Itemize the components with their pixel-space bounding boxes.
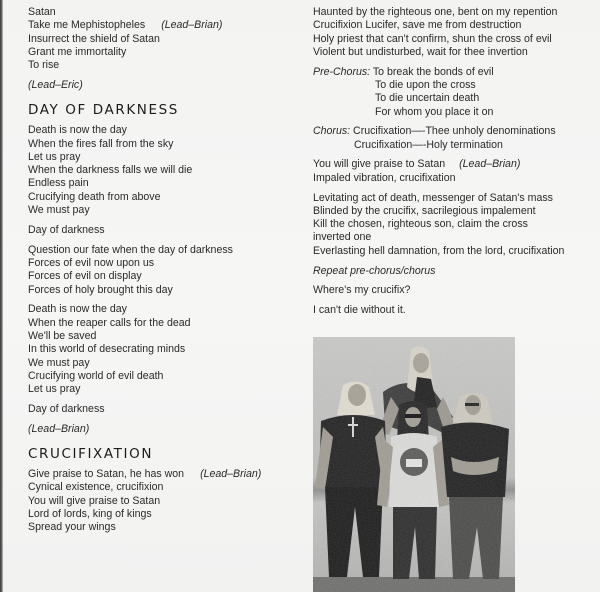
lyric-line: Let us pray: [28, 150, 81, 163]
lead-note: (Lead–Brian): [28, 422, 90, 435]
stanza: [313, 158, 598, 185]
lyric-line: Forces of evil now upon us: [28, 256, 155, 269]
stanza: [28, 124, 298, 217]
lyric-line: When the fires fall from the sky: [28, 137, 174, 150]
lyric-line: [28, 19, 298, 32]
repeat-note: Repeat pre-chorus/chorus: [313, 264, 436, 277]
lyric-line: Kill the chosen, righteous son, claim the cross: [313, 218, 528, 231]
song-title: DAY OF DARKNESS: [28, 102, 179, 119]
band-photo-illustration: [313, 337, 515, 592]
lyric-line: Insurrect the shield of Satan: [28, 32, 160, 45]
lyric-line: [313, 125, 598, 138]
lyric-line: Lord of lords, king of kings: [28, 507, 152, 520]
stanza: [28, 244, 298, 297]
booklet-edge: [0, 0, 3, 592]
stanza: [28, 468, 298, 534]
lyric-line: Grant me immortality: [28, 45, 127, 58]
outro-line: I can't die without it.: [313, 304, 406, 317]
lyric-line: Forces of holy brought this day: [28, 283, 173, 296]
lyric-line: When the reaper calls for the dead: [28, 316, 191, 329]
lead-note: (Lead–Eric): [28, 78, 83, 91]
lyric-line: To rise: [28, 59, 60, 72]
lyric-line: We must pay: [28, 356, 90, 369]
lyric-line: Endless pain: [28, 177, 89, 190]
lyric-text: To break the bonds of evil: [372, 65, 494, 78]
lyric-line: Haunted by the righteous one, bent on my repention: [313, 6, 558, 18]
lyric-line: We'll be saved: [28, 329, 97, 342]
lyric-line: inverted one: [313, 231, 372, 244]
lyric-text: Give praise to Satan, he has won: [28, 468, 185, 481]
lyric-line: Cynical existence, crucifixion: [28, 481, 164, 494]
lead-note: (Lead–Brian): [161, 19, 223, 32]
lyric-line: In this world of desecrating minds: [28, 343, 186, 356]
lyric-line: [313, 158, 598, 171]
lyric-line: Holy priest that can't confirm, shun the cross of evil: [313, 32, 552, 45]
lyric-line: Crucifixion Lucifer, save me from destruction: [313, 19, 522, 32]
lyric-line: Day of darkness: [28, 402, 105, 415]
lyric-line: We must pay: [28, 204, 90, 217]
stanza: [313, 192, 598, 258]
lyric-line: Question our fate when the day of darkness: [28, 243, 233, 256]
lead-note: (Lead–Brian): [459, 158, 521, 171]
lyric-line: Day of darkness: [28, 223, 105, 236]
lyric-line: Spread your wings: [28, 521, 116, 534]
song-title: CRUCIFIXATION: [28, 446, 154, 463]
outro-line: Where's my crucifix?: [313, 284, 411, 297]
left-column: [28, 6, 298, 541]
lyric-line: Death is now the day: [28, 124, 127, 137]
lyric-line: Levitating act of death, messenger of Satan's mass: [313, 191, 553, 204]
lyric-line: Violent but undisturbed, wait for thee invertion: [313, 45, 528, 58]
lyric-line: Blinded by the crucifix, sacrilegious impalement: [313, 204, 536, 217]
lyric-line: Forces of evil on display: [28, 270, 142, 283]
lyric-text: You will give praise to Satan: [313, 158, 446, 171]
lyric-line: Crucifying death from above: [28, 190, 161, 203]
lyric-text: Crucifixation—-Thee unholy denominations: [353, 125, 556, 138]
lyric-line: To die upon the cross: [375, 78, 476, 91]
photo-grain: [313, 337, 515, 592]
lyric-line: [313, 66, 598, 79]
pre-chorus-label: Pre-Chorus:: [313, 65, 371, 78]
lyric-line: [28, 468, 298, 481]
stanza: [28, 303, 298, 396]
lyric-line: Crucifixation—-Holy termination: [354, 138, 503, 151]
lyric-line: When the darkness falls we will die: [28, 164, 193, 177]
band-photo: [313, 337, 515, 592]
lyric-text: Take me Mephistopheles: [28, 19, 146, 32]
right-column: [313, 6, 598, 324]
lyric-line: Death is now the day: [28, 303, 127, 316]
lyric-line: Let us pray: [28, 383, 81, 396]
lyric-line: You will give praise to Satan: [28, 494, 161, 507]
lyric-line: Everlasting hell damnation, from the lord, crucifixation: [313, 244, 565, 257]
lyric-line: Impaled vibration, crucifixation: [313, 171, 456, 184]
lyric-line: Crucifying world of evil death: [28, 369, 164, 382]
chorus-label: Chorus:: [313, 125, 351, 138]
lyric-line: For whom you place it on: [375, 105, 494, 118]
stanza: [28, 403, 298, 416]
lead-note: (Lead–Brian): [200, 468, 262, 481]
pre-chorus: [313, 66, 598, 119]
lyric-line: Satan: [28, 6, 56, 18]
intro-stanza: [28, 6, 298, 72]
lyric-line: To die uncertain death: [375, 92, 480, 105]
stanza: [313, 6, 598, 59]
chorus: [313, 125, 598, 152]
stanza: [28, 224, 298, 237]
